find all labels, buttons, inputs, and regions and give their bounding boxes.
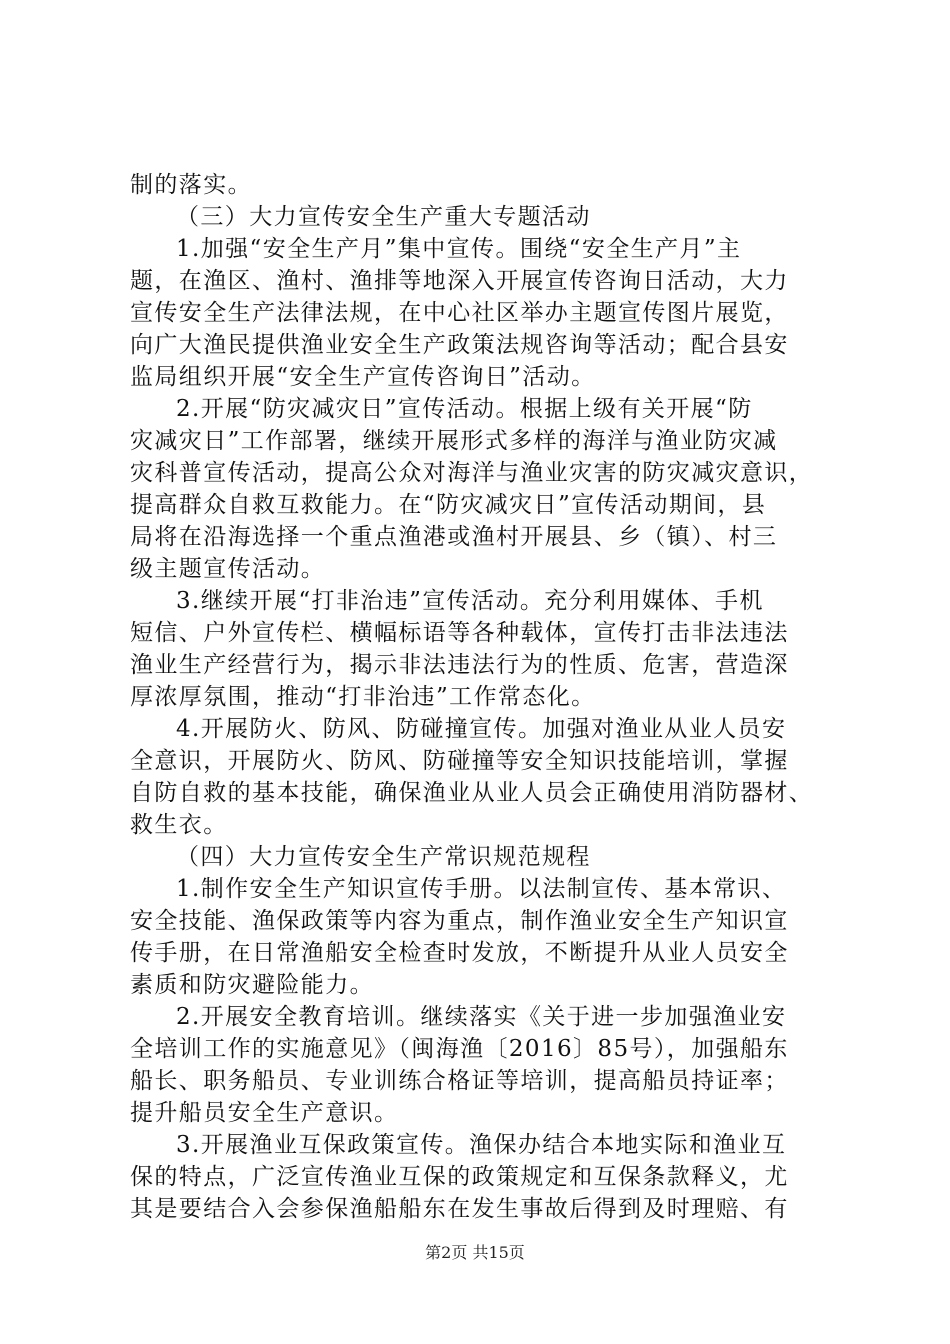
text-line: 2.开展“防灾减灾日”宣传活动。根据上级有关开展“防 xyxy=(176,396,753,422)
text-line: 自防自救的基本技能，确保渔业从业人员会正确使用消防器材、 xyxy=(130,780,814,806)
text-line: 4.开展防火、防风、防碰撞宣传。加强对渔业从业人员安 xyxy=(176,716,787,742)
text-line: 监局组织开展“安全生产宣传咨询日”活动。 xyxy=(130,364,596,390)
text-line: 厚浓厚氛围，推动“打非治违”工作常态化。 xyxy=(130,684,596,710)
text-line: 题，在渔区、渔村、渔排等地深入开展宣传咨询日活动，大力 xyxy=(130,268,789,294)
text-line: 全培训工作的实施意见》（闽海渔〔2016〕85号），加强船东 xyxy=(130,1036,789,1062)
text-line: 1.加强“安全生产月”集中宣传。围绕“安全生产月”主 xyxy=(176,236,742,262)
text-line: 2.开展安全教育培训。继续落实《关于进一步加强渔业安 xyxy=(176,1004,787,1030)
text-line: 向广大渔民提供渔业安全生产政策法规咨询等活动；配合县安 xyxy=(130,332,789,358)
text-line: 灾减灾日”工作部署，继续开展形式多样的海洋与渔业防灾减 xyxy=(130,428,778,454)
text-line: 局将在沿海选择一个重点渔港或渔村开展县、乡（镇）、村三 xyxy=(130,524,778,550)
page-number-footer: 第2页 共15页 xyxy=(425,1243,525,1262)
text-line: 其是要结合入会参保渔船船东在发生事故后得到及时理赔、有 xyxy=(130,1196,789,1222)
section-heading: （三）大力宣传安全生产重大专题活动 xyxy=(176,204,591,230)
text-line: 渔业生产经营行为，揭示非法违法行为的性质、危害，营造深 xyxy=(130,652,789,678)
body-text xyxy=(130,169,830,1225)
text-line: 传手册，在日常渔船安全检查时发放，不断提升从业人员安全 xyxy=(130,940,789,966)
text-line: 3.继续开展“打非治违”宣传活动。充分利用媒体、手机 xyxy=(176,588,764,614)
text-line: 素质和防灾避险能力。 xyxy=(130,972,374,998)
text-line: 灾科普宣传活动，提高公众对海洋与渔业灾害的防灾减灾意识， xyxy=(130,460,814,486)
text-line: 救生衣。 xyxy=(130,812,228,838)
section-heading: （四）大力宣传安全生产常识规范规程 xyxy=(176,844,591,870)
text-line: 制的落实。 xyxy=(130,172,252,198)
text-line: 1.制作安全生产知识宣传手册。以法制宣传、基本常识、 xyxy=(176,876,787,902)
text-line: 短信、户外宣传栏、横幅标语等各种载体，宣传打击非法违法 xyxy=(130,620,789,646)
text-line: 安全技能、渔保政策等内容为重点，制作渔业安全生产知识宣 xyxy=(130,908,789,934)
text-line: 3.开展渔业互保政策宣传。渔保办结合本地实际和渔业互 xyxy=(176,1132,787,1158)
text-line: 宣传安全生产法律法规，在中心社区举办主题宣传图片展览， xyxy=(130,300,789,326)
text-line: 提升船员安全生产意识。 xyxy=(130,1100,399,1126)
text-line: 全意识，开展防火、防风、防碰撞等安全知识技能培训，掌握 xyxy=(130,748,789,774)
text-line: 船长、职务船员、专业训练合格证等培训，提高船员持证率； xyxy=(130,1068,789,1094)
text-line: 提高群众自救互救能力。在“防灾减灾日”宣传活动期间，县 xyxy=(130,492,767,518)
text-line: 级主题宣传活动。 xyxy=(130,556,326,582)
text-line: 保的特点，广泛宣传渔业互保的政策规定和互保条款释义，尤 xyxy=(130,1164,789,1190)
